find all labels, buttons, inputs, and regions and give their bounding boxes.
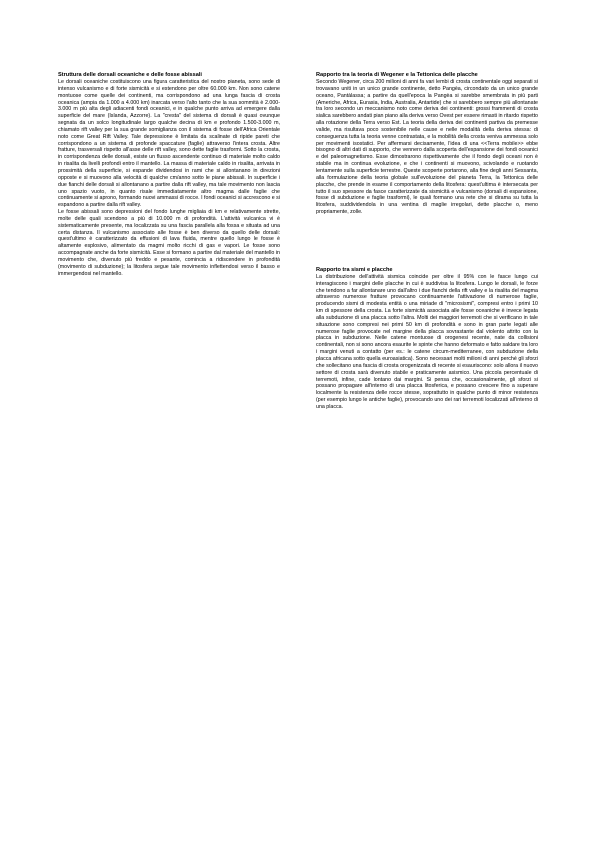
section-heading-wegener: Rapporto tra la teoria di Wegener e la Tettonica delle placche <box>316 72 478 78</box>
section-spacer <box>316 216 538 267</box>
paragraph-wegener: Secondo Wegener, circa 200 milioni di anni fa vari lembi di crosta continentale oggi separati si trovavano uniti in un unico grande continente, detto Pangèa, circondato da un unico grande oceano, Pantàlassa; a partire da quell'epoca la Pangèa si sarebbe smembrata in più parti (Americhe, Africa, Eurasia, India, Australia, Antartide) che si sarebbero sempre più allontanate tra loro secondo un meccanismo noto come deriva dei continenti: grossi frammenti di crosta sialica sarebbero andati pian piano alla deriva verso Ovest per essere rimasti in ritardo rispetto alla rotazione della Terra verso Est. La teoria della deriva dei continenti partiva da premesse valide, ma risultava poco sostenibile nelle cause e nelle modalità della deriva stessa: di conseguenza tutta la teoria venne contrastata, e la mobilità della crosta veniva ammessa solo per movimenti isostatici. Per affermarsi decisamente, l'idea di una <<Terra mobile>> ebbe bisogno di altri dati di supporto, che vennero dalla scoperta dell'espansione dei fondi oceanici e del paleomagnetismo. Esse dimostrarono rispettivamente che il fondo degli oceani non è stabile ma in continua evoluzione, e che i continenti si muovono, scivolando e ruotando lentamente sulla superficie terrestre. Queste scoperte portarono, alla fine degli anni Sessanta, alla formulazione della teoria globale sull'evoluzione del pianeta Terra, la Tettonica delle placche, che prende in esame il comportamento della litosfera: quest'ultima è intersecata per tutto il suo spessore da fasce caratterizzate da sismicità e vulcanismo (dorsali di espansione, fosse di subduzione e faglie trasformi), le quali formano una rete che si dirama su tutta la litosfera, suddividendola in una ventina di maglie irregolari, dette placche o, meno propriamente, zolle. <box>316 79 538 216</box>
left-column <box>58 72 280 277</box>
paragraph-fosse: Le fosse abissali sono depressioni del fondo lunghe migliaia di km e relativamente strette, molte delle quali scendono a più di 10.000 m di profondità. L'attività vulcanica vi è sistematicamente presente, ma localizzata su una fascia parallela alla fossa e situata ad una certa distanza. Il vulcanismo associato alle fosse è ben diverso da quello delle dorsali: quest'ultimo è caratterizzato da effusioni di lava fluida, mentre quello lungo le fosse è altamente esplosivo, alimentato da magmi molto ricchi di gas e vapori. Le fosse sono accompagnate anche da forte sismicità. Esse si formano a partire dal materiale del mantello in movimento che, divenuto più freddo e pesante, comincia a ridiscendere in profondità (movimento di subduzione); la litosfera segue tale movimento inflettendosi verso il basso e immergendosi nel mantello. <box>58 209 280 277</box>
paragraph-dorsali: Le dorsali oceaniche costituiscono una figura caratteristica del nostro pianeta, sono sede di intenso vulcanismo e di forte sismicità e si estendono per oltre 60.000 km. Non sono catene montuose come quelle dei continenti, ma corrispondono ad una lunga fascia di crosta oceanica (ampia da 1.000 a 4.000 km) inarcata verso l'alto tanto che la sua sommità è 2.000-3.000 m più alta degli adiacenti fondi oceanici, e in qualche punto arriva ad emergere dalla superficie del mare (Islanda, Azzorre). La "cresta" del sistema di dorsali è quasi ovunque segnata da un solco longitudinale largo qualche decina di km e profondo 1.500-3.000 m, chiamato rift valley per la sua grande somiglianza con il sistema di fosse dell'Africa Orientale noto come Great Rift Valley. Tale depressione è limitata da scalinate di ripide pareti che corrispondono a un sistema di profonde spaccature (faglie) attraverso l'intera crosta. Altre fratture, trasversali rispetto all'asse delle rift valley, sono dette faglie trasformi. Sotto la crosta, in corrispondenza delle dorsali, esiste un flusso ascendente continuo di materiale molto caldo in risalita da livelli profondi entro il mantello. La massa di materiale caldo in risalita, arrivata in prossimità della superficie, si espande dividendosi in rami che si allontanano in direzioni opposte e si muovono alla velocità di qualche cm/anno sotto le piane abissali. In superficie i due fianchi delle dorsali si allontanano a partire dalla rift valley, ma tale movimento non lascia uno spazio vuoto, in quanto risale immediatamente altro magma dalle faglie che continuamente si aprono, formando nuovi ammassi di rocce. I fondi oceanici si accrescono e si espandono a partire dalla rift valley. <box>58 79 280 209</box>
right-column <box>316 72 538 411</box>
paragraph-sismi: La distribuzione dell'attività sismica coincide per oltre il 95% con le fasce lungo cui interagiscono i margini delle placche in cui è suddivisa la litosfera. Lungo le dorsali, le forze che tendono a far allontanare uno dall'altro i due fianchi della rift valley e la risalita del magma attraverso numerose fratture provocano continuamente l'attivazione di numerose faglie, producendo sismi di modesta entità o una miriade di "microsismi", compresi entro i primi 10 km di spessore della crosta. La forte sismicità associata alle fosse oceaniche è invece legata alla subduzione di una placca sotto l'altra. Molti dei maggiori terremoti che si verificano in tale situazione sono compresi nei primi 50 km di profondità e sono in gran parte legati alle numerose faglie provocate nel margine della placca sovrastante dal violento attrito con la placca in subduzione. Nelle catene montuose di orogenesi recente, nate da collisioni continentali, non si sono ancora esaurite le spinte che hanno deformato e fatto saldare tra loro i margini venuti a contatto (per es.: le catene circum-mediterranee, con subduzione della placca africana sotto quella euroasiatica). Sono necessari molti milioni di anni perché gli sforzi che sollecitano una fascia di crosta orogenizzata di recente si esauriscono: solo allora il nuovo settore di crosta sarà divenuto stabile e praticamente asismico. Una piccola percentuale di terremoti, infine, cade lontano dai margini. Si pensa che, occasionalmente, gli sforzi si possano propagare all'interno di una placca litosferica, e possano crescere fino a superare localmente la resistenza delle rocce stesse, soprattutto in qualche punto di minor resistenza (per esempio lungo le antiche faglie), provocando uno dei rari terremoti localizzati all'interno di una placca. <box>316 273 538 410</box>
section-heading-dorsali: Struttura delle dorsali oceaniche e delle fosse abissali <box>58 72 202 78</box>
section-heading-sismi: Rapporto tra sismi e placche <box>316 266 393 273</box>
